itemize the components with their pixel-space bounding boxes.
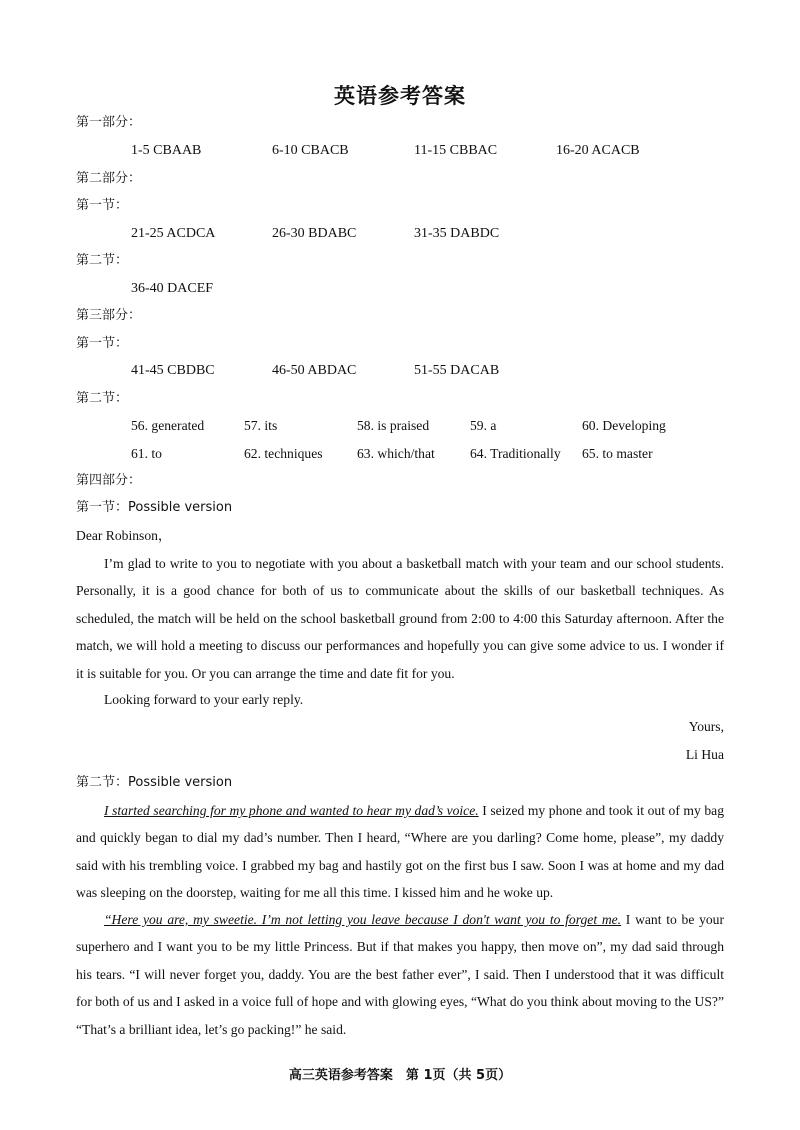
story-paragraph-1-text: I seized my phone and took it out of my bag and quickly began to dial my dad’s number. Then I heard, “Where are you darling? Come home, please”, my daddy said with his trembling voice. I grabbed my bag and hastily got on the first bus I saw. Soon I was at home and my dad was sleeping on the doorstep, waiting for me all this time. I kissed him and he woke up. — [76, 803, 725, 901]
answer-group: 26-30 BDABC — [272, 226, 357, 241]
answer-group: 41-45 CBDBC — [131, 363, 215, 378]
fill-answer: 65. to master — [582, 446, 653, 461]
answer-group: 46-50 ABDAC — [272, 363, 357, 378]
part3-section2-label: 第二节： — [76, 391, 129, 406]
part3-section1-label: 第一节： — [76, 336, 129, 351]
answer-group: 36-40 DACEF — [131, 281, 214, 296]
answer-group: 51-55 DACAB — [414, 363, 500, 378]
answer-group: 31-35 DABDC — [414, 226, 500, 241]
story-given-sentence-1: I started searching for my phone and wanted to hear my dad’s voice. — [104, 803, 479, 818]
letter-body — [76, 550, 724, 687]
part1-label: 第一部分： — [76, 115, 142, 130]
answer-group: 1-5 CBAAB — [131, 143, 202, 158]
story-given-sentence-2: “Here you are, my sweetie. I’m not letting you leave because I don't want you to forget me. — [104, 912, 622, 927]
letter-greeting: Dear Robinson， — [76, 528, 172, 543]
fill-answer: 61. to — [131, 446, 162, 461]
page-footer: 高三英语参考答案 第 1页（共 5页） — [288, 1068, 512, 1083]
part4-label: 第四部分： — [76, 473, 142, 488]
story-paragraph-2 — [76, 906, 724, 1043]
part3-label: 第三部分： — [76, 308, 142, 323]
part2-label: 第二部分： — [76, 171, 142, 186]
part4-section1-label: 第一节：Possible version — [76, 500, 233, 515]
fill-answer: 60. Developing — [582, 418, 666, 433]
letter-signoff: Yours, — [688, 719, 724, 734]
story-paragraph-2-text: I want to be your superhero and I want you to be my little Princess. But if that makes you happy, then move on”, my dad said through his tears. “I will never forget you, daddy. You are the best father ever”, I said. Then I understood that it was difficult for both of us and I asked in a voice full of hope and with glowing eyes, “What do you think about moving to the US?” “That’s a brilliant idea, let’s go packing!” he said. — [76, 912, 725, 1037]
page-title: 英语参考答案 — [334, 84, 466, 108]
fill-answer: 58. is praised — [357, 418, 430, 433]
answer-group: 11-15 CBBAC — [414, 143, 498, 158]
fill-answer: 62. techniques — [244, 446, 323, 461]
fill-answer: 57. its — [244, 418, 278, 433]
letter-body-text: I’m glad to write to you to negotiate with you about a basketball match with your team and our school students. Personally, it is a good chance for both of us to communicate about the skills of our basketball techniques. As scheduled, the match will be held on the school basketball ground from 2:00 to 4:00 this Saturday afternoon. After the match, we will hold a meeting to discuss our performances and hopefully you can give some advice to us. I wonder if it is suitable for you. Or you can arrange the time and date fit for you. — [76, 556, 724, 681]
fill-answer: 56. generated — [131, 418, 205, 433]
part4-section2-label: 第二节：Possible version — [76, 775, 233, 790]
part2-section2-label: 第二节： — [76, 253, 129, 268]
part2-section1-label: 第一节： — [76, 198, 129, 213]
answer-group: 21-25 ACDCA — [131, 226, 216, 241]
story-paragraph-1 — [76, 797, 724, 907]
letter-closing-line: Looking forward to your early reply. — [104, 692, 304, 707]
answer-group: 16-20 ACACB — [556, 143, 640, 158]
answer-group: 6-10 CBACB — [272, 143, 349, 158]
letter-signature: Li Hua — [685, 747, 724, 762]
fill-answer: 64. Traditionally — [470, 446, 561, 461]
fill-answer: 63. which/that — [357, 446, 435, 461]
fill-answer: 59. a — [470, 418, 497, 433]
